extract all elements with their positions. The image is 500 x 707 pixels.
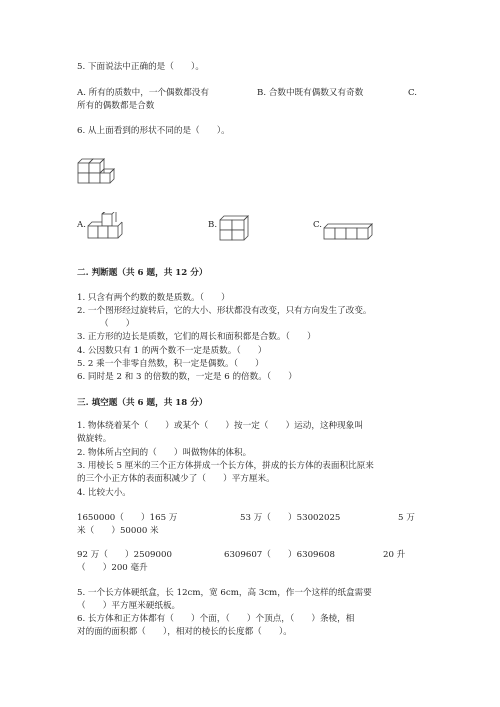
judge-item-4: 4. 公因数只有 1 的两个数不一定是质数。（ ） [77, 346, 267, 356]
fill-q1-line2: 做旋转。 [77, 434, 112, 444]
q6-option-c-label: C. [313, 220, 323, 230]
q6-option-c-figure [322, 222, 374, 242]
q5-option-b: B. 合数中既有偶数又有奇数 [257, 88, 364, 98]
compare-1a: 1650000（ ）165 万 [77, 513, 178, 523]
fill-q2: 2. 物体所占空间的（ ）叫做物体的体积。 [77, 448, 252, 458]
q6-option-b-figure [218, 214, 252, 242]
q6-stem: 6. 从上面看到的形状不同的是（ ）。 [77, 126, 230, 136]
compare-1c: 5 万 [398, 513, 415, 523]
fill-q5-line2: （ ）平方厘米硬纸板。 [77, 601, 181, 611]
q6-option-b-label: B. [208, 220, 218, 230]
fill-q6-line2: 对的面的面积都（ ），相对的棱长的长度都（ ）。 [77, 627, 292, 637]
section-3-title: 三. 填空题（共 6 题，共 18 分） [77, 398, 208, 408]
judge-item-2-bracket: （ ） [100, 319, 135, 329]
compare-1b: 53 万（ ）53002025 [240, 513, 341, 523]
compare-2b: 6309607（ ）6309608 [224, 550, 335, 560]
fill-q3-line1: 3. 用棱长 5 厘米的三个正方体拼成一个长方体，拼成的长方体的表面积比原来 [77, 461, 374, 471]
section-2-title: 二. 判断题（共 6 题，共 12 分） [77, 268, 208, 278]
compare-2c-cont: （ ）200 毫升 [77, 563, 148, 573]
judge-item-3: 3. 正方形的边长是质数，它们的周长和面积都是合数。（ ） [77, 332, 316, 342]
fill-q3-line2: 的三个小正方体的表面积减少了（ ）平方厘米。 [77, 474, 275, 484]
judge-item-6: 6. 同时是 2 和 3 的倍数的数，一定是 6 的倍数。（ ） [77, 372, 297, 382]
judge-item-2: 2. 一个图形经过旋转后，它的大小、形状都没有改变，只有方向发生了改变。 [77, 306, 372, 316]
fill-q1-line1: 1. 物体绕着某个（ ）或某个（ ）按一定（ ）运动，这种现象叫 [77, 421, 363, 431]
q5-option-c: C. [408, 88, 418, 98]
fill-q6-line1: 6. 长方体和正方体都有（ ）个面，（ ）个顶点，（ ）条棱，相 [77, 614, 355, 624]
fill-q4: 4. 比较大小。 [77, 488, 131, 498]
q5-option-c-text: 所有的偶数都是合数 [77, 101, 155, 111]
judge-item-1: 1. 只含有两个约数的数是质数。（ ） [77, 293, 230, 303]
compare-2c: 20 升 [383, 550, 406, 560]
q5-option-a: A. 所有的质数中，一个偶数都没有 [77, 88, 209, 98]
q6-option-a-label: A. [77, 220, 86, 230]
q5-stem: 5. 下面说法中正确的是（ ）。 [77, 62, 204, 72]
compare-2a: 92 万（ ）2509000 [77, 550, 172, 560]
fill-q5-line1: 5. 一个长方体硬纸盒，长 12cm，宽 6cm，高 3cm，作一个这样的纸盒需要 [77, 588, 372, 598]
compare-1c-cont: 米（ ）50000 米 [77, 526, 159, 536]
q6-option-a-figure [86, 212, 126, 240]
judge-item-5: 5. 2 乘一个非零自然数，积一定是偶数。（ ） [77, 359, 264, 369]
q6-reference-figure [76, 156, 118, 186]
